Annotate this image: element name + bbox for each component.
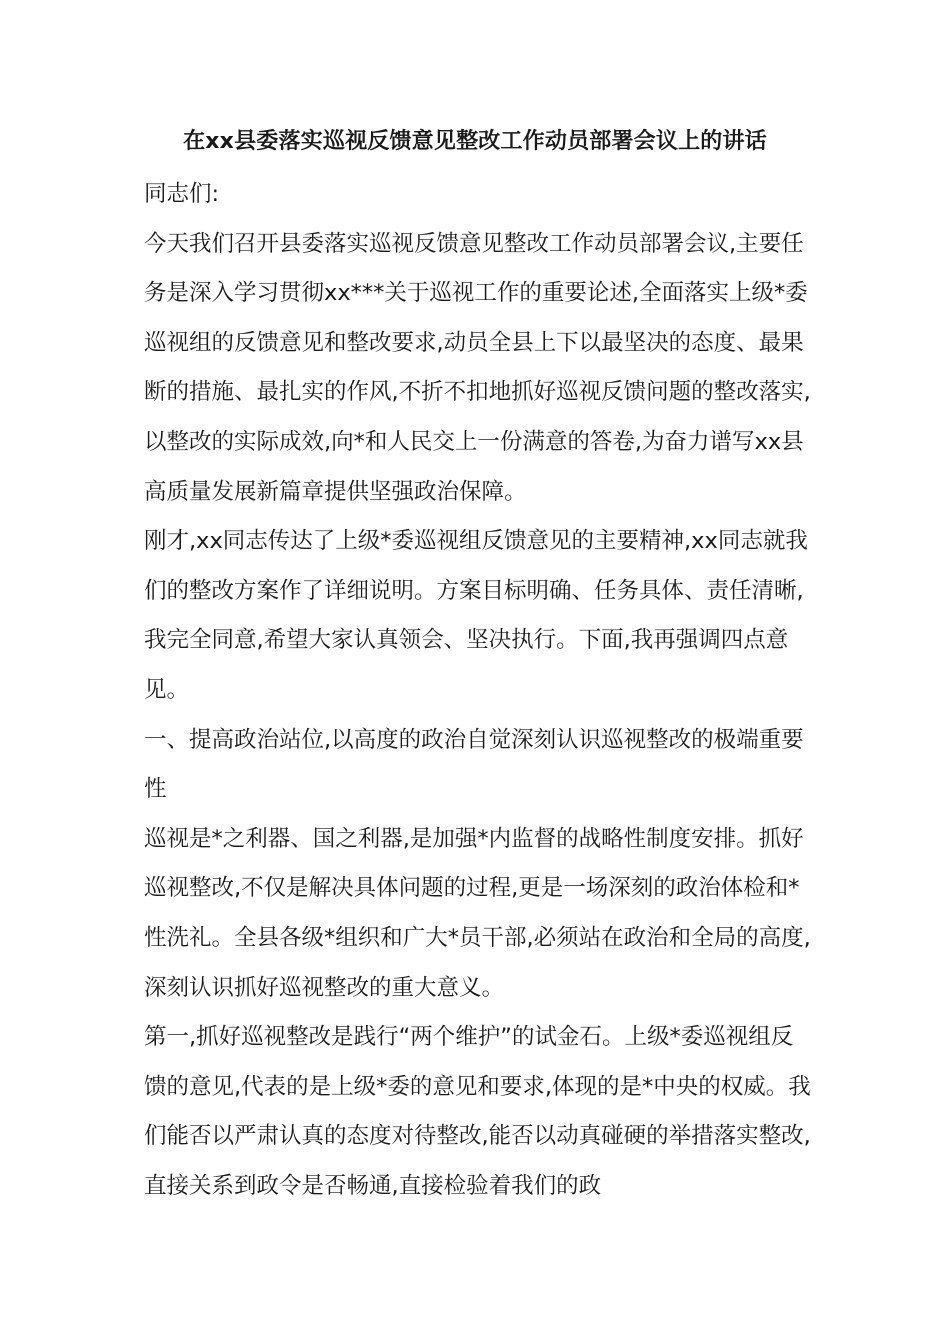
document-body <box>144 170 812 1211</box>
paragraph-section-1-intro: 巡视是*之利器、国之利器,是加强*内监督的战略性制度安排。抓好巡视整改,不仅是解决具体问题的过程,更是一场深刻的政治体检和*性洗礼。全县各级*组织和广大*员干部,必须站在政治和全局的高度,深刻认识抓好巡视整改的重大意义。 <box>144 825 811 1001</box>
paragraph-opening: 今天我们召开县委落实巡视反馈意见整改工作动员部署会议,主要任务是深入学习贯彻xx***关于巡视工作的重要论述,全面落实上级*委巡视组的反馈意见和整改要求,动员全县上下以最坚决的态度、最果断的措施、最扎实的作风,不折不扣地抓好巡视反馈问题的整改落实,以整改的实际成效,向*和人民交上一份满意的答卷,为奋力谱写xx县高质量发展新篇章提供坚强政治保障。 <box>144 230 811 505</box>
paragraph-review: 刚才,xx同志传达了上级*委巡视组反馈意见的主要精神,xx同志就我们的整改方案作了详细说明。方案目标明确、任务具体、责任清晰,我完全同意,希望大家认真领会、坚决执行。下面,我再强调四点意见。 <box>144 528 808 703</box>
page-title: 在xx县委落实巡视反馈意见整改工作动员部署会议上的讲话 <box>183 129 767 154</box>
paragraph-point-1: 第一,抓好巡视整改是践行“两个维护”的试金石。上级*委巡视组反馈的意见,代表的是上级*委的意见和要求,体现的是*中央的权威。我们能否以严肃认真的态度对待整改,能否以动真碰硬的举措落实整改,直接关系到政令是否畅通,直接检验着我们的政 <box>144 1024 811 1199</box>
section-heading-1: 一、提高政治站位,以高度的政治自觉深刻认识巡视整改的极端重要性 <box>144 726 804 803</box>
paragraph-salutation: 同志们: <box>144 181 220 207</box>
